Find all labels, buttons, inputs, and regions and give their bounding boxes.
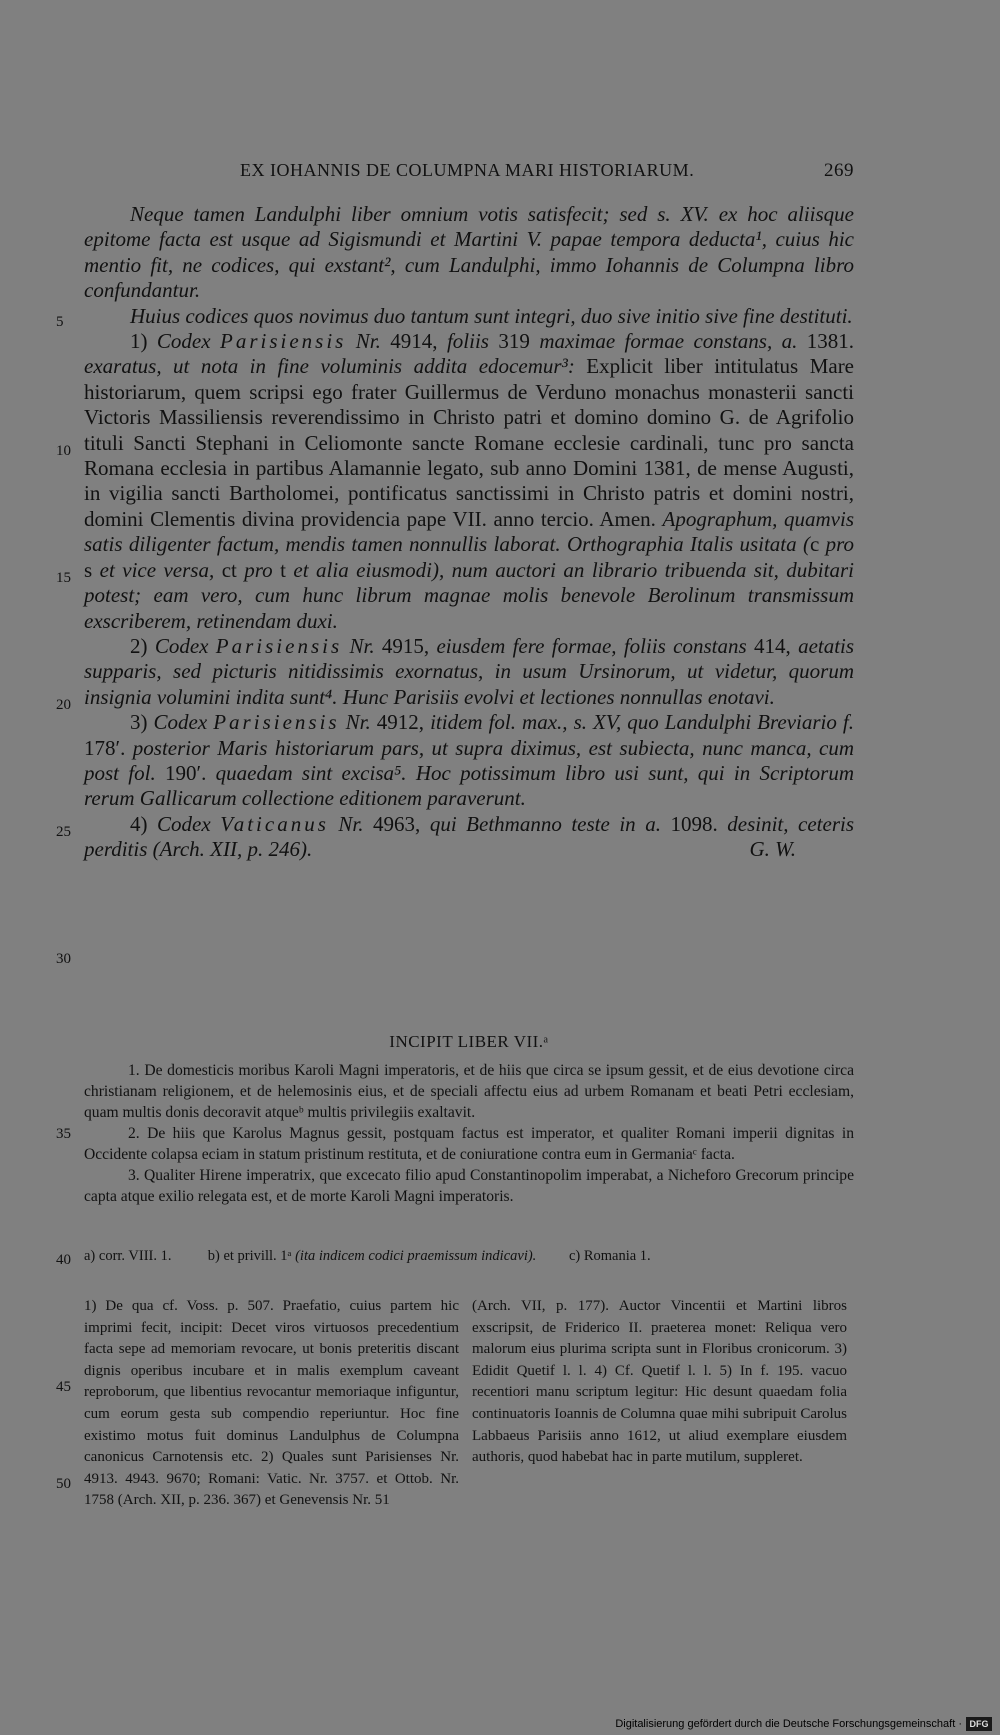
main-text: [84, 202, 854, 863]
variant-note-b: b) et privill. 1ᵃ: [207, 1248, 292, 1264]
chapter-item: 3. Qualiter Hirene imperatrix, que excecato filio apud Constantinopolim imperabat, a Nicheforo Grecorum principe capta atque exilio relegata est, et de morte Karoli Magni imperatoris.: [84, 1167, 854, 1205]
variant-note-a: a) corr. VIII. 1.: [84, 1248, 172, 1264]
line-number: 30: [56, 951, 71, 967]
line-number: 35: [56, 1126, 71, 1142]
variant-note-b-comment: (ita indicem codici praemissum indicavi).: [295, 1248, 537, 1264]
chapter-item: 2. De hiis que Karolus Magnus gessit, postquam factus est imperator, et qualiter Romani imperii dignitas in Occidente colapsa eciam in statum pristinum restituta, et de coniuratione contra eum in Germaniaᶜ facta.: [84, 1125, 854, 1163]
running-title: EX IOHANNIS DE COLUMPNA MARI HISTORIARUM.: [240, 160, 695, 180]
footer-credit: Digitalisierung gefördert durch die Deutsche Forschungsgemeinschaft ·: [615, 1718, 962, 1730]
chapter-list: [84, 1060, 854, 1207]
editor-signature: G. W.: [749, 837, 796, 862]
paragraph-codex-3: 3) Codex Parisiensis Nr. 4912, itidem fol. max., s. XV, quo Landulphi Breviario f. 178′. posterior Maris historiarum pars, ut supra diximus, est subiecta, nunc manca, cum post fol. 190′. quaedam sint excisa⁵. Hoc potissimum libro usi sunt, qui in Scriptorum rerum Gallicarum collectione editionem paraverunt.: [84, 710, 855, 811]
line-number: 40: [56, 1252, 71, 1268]
page-number: 269: [824, 160, 854, 181]
digitization-footer: [615, 1717, 992, 1731]
chapter-item: 1. De domesticis moribus Karoli Magni imperatoris, et de hiis que circa se ipsum gessit, et de eius devotione circa christianam religionem, et de helemosinis eius, et de speciali affectu eius ad urbem Romanam et beati Petri ecclesiam, quam multis donis decoravit atqueᵇ multis privilegiis exaltavit.: [84, 1062, 854, 1121]
book-heading: INCIPIT LIBER VII.ᵃ: [389, 1032, 549, 1051]
line-number: 20: [56, 697, 71, 713]
dfg-logo-icon: DFG: [966, 1717, 992, 1731]
variant-note-c: c) Romania 1.: [568, 1248, 651, 1264]
paragraph-codex-4: 4) Codex Vaticanus Nr. 4963, qui Bethmanno teste in a. 1098. desinit, ceteris perditis (Arch. XII, p. 246). G. W.: [84, 811, 854, 862]
variant-notes: [84, 1248, 854, 1265]
paragraph-codex-2: 2) Codex Parisiensis Nr. 4915, eiusdem fere formae, foliis constans 414, aetatis supparis, sed picturis nitidissimis exornatus, in usum Ursinorum, ut videtur, quorum insignia volumini indita sunt⁴. Hunc Parisiis evolvi et lectiones nonnullas enotavi.: [84, 633, 855, 709]
footnote-text: 1) De qua cf. Voss. p. 507. Praefatio, cuius partem hic imprimi fecit, incipit: Decet viros virtuosos precedentium facta sepe ad memoriam revocare, ut bonis preteritis discant dignis operibus incubare et in malis exemplum caveant reproborum, que libentius revocantur memoriaque infiguntur, cum eorum gesta sub compendio reperiuntur. Hoc fine existimo motus fuit dominus Landulphus de Columpna canonicus Carnotensis etc. 2) Quales sunt Parisienses Nr. 4913. 4943. 9670; Romani: Vatic. Nr. 3757. et Ottob. Nr. 1758 (Arch. XII, p. 236. 367) et Genevensis Nr. 51: [84, 1298, 459, 1509]
footnotes-left-column: [84, 1296, 459, 1512]
paragraph-codex-1: 1) Codex Parisiensis Nr. 4914, foliis 319 maximae formae constans, a. 1381. exaratus, ut nota in fine voluminis addita edocemur³: Explicit liber intitulatus Mare historiarum, quem scripsi ego frater Guillermus de Verduno monachus monasterii sancti Victoris Massiliensis reverendissimo in Christo patri et domino domino G. de Agrifolio tituli Sancti Stephani in Celiomonte sancte Romane ecclesie cardinali, tunc pro sancta Romana ecclesia in partibus Alamannie legato, sub anno Domini 1381, de mense Augusti, in vigilia sancti Bartholomei, pontificatus sanctissimi in Christo patris et domini nostri, domini Clementis divina providencia pape VII. anno tercio. Amen. Apographum, quamvis satis diligenter factum, mendis tamen nonnullis laborat. Orthographia Italis usitata (c pro s et vice versa, ct pro t et alia eiusmodi), num auctori an librario tribuenda sit, dubitari potest; eam vero, cum hunc librum magnae molis benevole Berolinum transmissum exscriberem, retinendam duxi.: [84, 329, 855, 633]
footnote-text: (Arch. VII, p. 177). Auctor Vincentii et Martini libros exscripsit, de Friderico II. praeterea monet: Reliqua vero malorum eius plurima scripta sunt in Floribus cronicorum. 3) Edidit Quetif l. l. 4) Cf. Quetif l. l. 5) In f. 195. vacuo recentiori manu scriptum legitur: Hic desunt quaedam folia continuatoris Ioannis de Columna quae mihi subripuit Carolus Labbaeus Parisiis anno 1612, ut aliud exemplare eiusdem authoris, quod habebat hac in parte mutilum, suppleret.: [472, 1298, 847, 1466]
paragraph-codices: Huius codices quos novimus duo tantum sunt integri, duo sive initio sive fine destituti.: [130, 303, 853, 328]
footnotes-right-column: [472, 1296, 847, 1469]
line-number: 25: [56, 824, 71, 840]
line-number: 15: [56, 570, 71, 586]
line-number: 10: [56, 443, 71, 459]
line-number: 45: [56, 1379, 71, 1395]
line-number: 5: [56, 314, 64, 330]
paragraph-intro: Neque tamen Landulphi liber omnium votis satisfecit; sed s. XV. ex hoc aliisque epitome facta est usque ad Sigismundi et Martini V. papae tempora deducta¹, cuius hic mentio fit, ne codices, qui exstant², cum Landulphi, immo Iohannis de Columpna libro confundantur.: [84, 202, 854, 303]
line-number: 50: [56, 1476, 71, 1492]
